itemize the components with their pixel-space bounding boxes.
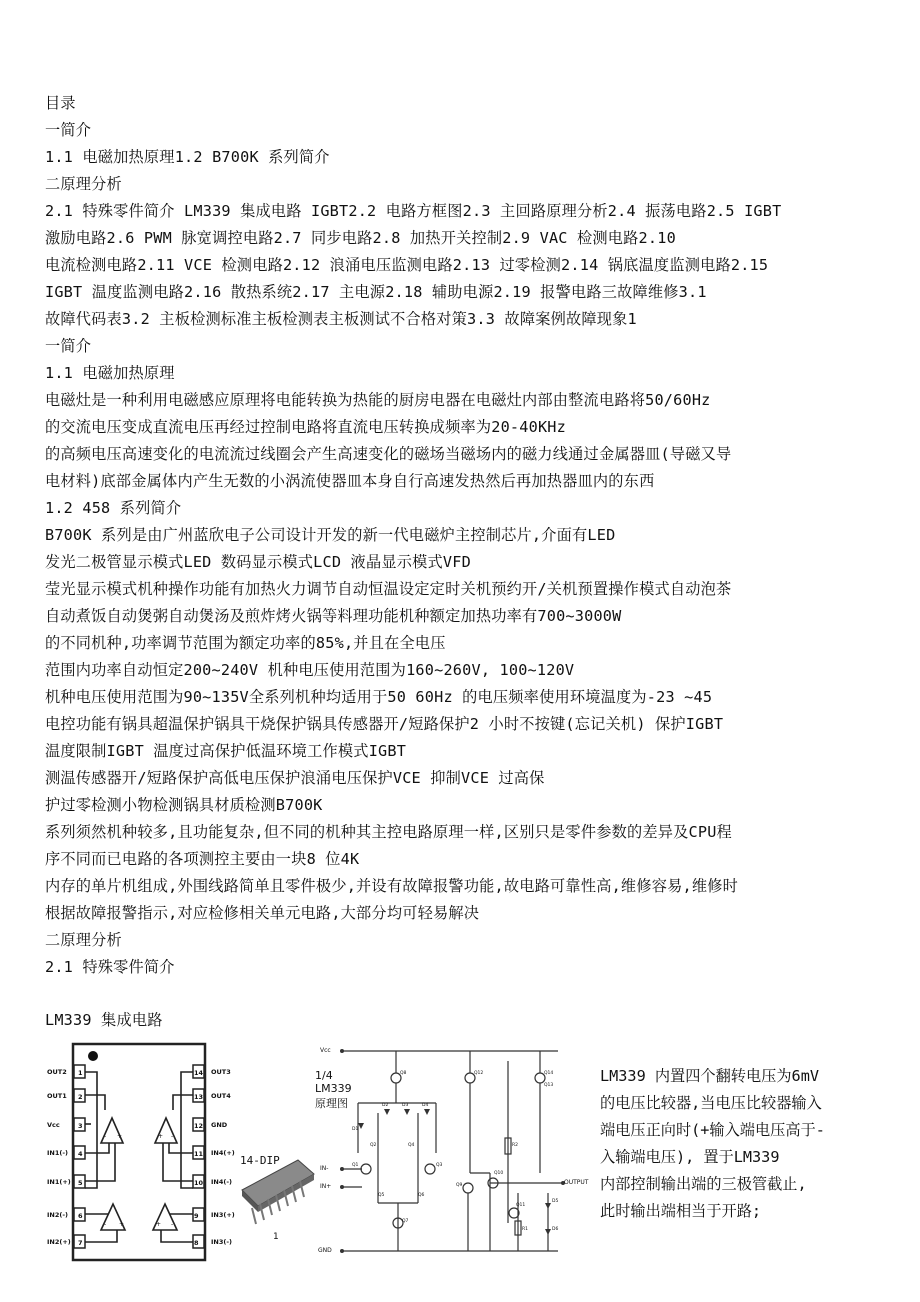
dip-package-illustration	[238, 1150, 318, 1250]
pin-number-right: 12	[194, 1122, 204, 1130]
pin-number-left: 1	[78, 1069, 83, 1077]
pin-label-right: GND	[211, 1121, 228, 1129]
lm339-schematic	[315, 1043, 590, 1263]
pin-number-left: 4	[78, 1150, 83, 1158]
pin-number-right: 10	[194, 1179, 204, 1187]
text-line: 的不同机种,功率调节范围为额定功率的85%,并且在全电压	[45, 634, 446, 652]
text-line: 二原理分析	[45, 175, 122, 193]
description-line: LM339 内置四个翻转电压为6mV	[600, 1067, 819, 1085]
description-line: 内部控制输出端的三极管截止,	[600, 1175, 807, 1193]
in-minus-label: IN-	[320, 1165, 329, 1172]
description-line: 此时输出端相当于开路;	[600, 1202, 762, 1220]
component-label: D5	[552, 1199, 559, 1204]
text-line: 一简介	[45, 337, 92, 355]
text-line: 目录	[45, 94, 76, 112]
text-line: 根据故障报警指示,对应检修相关单元电路,大部分均可轻易解决	[45, 904, 480, 922]
text-line: 发光二极管显示模式LED 数码显示模式LCD 液晶显示模式VFD	[45, 553, 471, 571]
component-label: R1	[522, 1227, 528, 1232]
svg-text:+: +	[158, 1133, 164, 1140]
pin-number-left: 2	[78, 1093, 83, 1101]
svg-text:+: +	[119, 1221, 125, 1228]
component-label: Q3	[436, 1163, 443, 1168]
pin-label-right: OUT4	[211, 1092, 231, 1100]
pin-label-left: IN1(-)	[47, 1149, 69, 1157]
text-line: 2.1 特殊零件简介 LM339 集成电路 IGBT2.2 电路方框图2.3 主回路原理分析2.4 振荡电路2.5 IGBT	[45, 202, 782, 220]
text-line: 温度限制IGBT 温度过高保护低温环境工作模式IGBT	[45, 742, 407, 760]
text-line: 电材料)底部金属体内产生无数的小涡流使器皿本身自行高速发热然后再加热器皿内的东西	[45, 472, 655, 490]
schematic-title-2: LM339	[315, 1082, 352, 1095]
vcc-label: Vcc	[320, 1047, 331, 1054]
pin-number-left: 5	[78, 1179, 83, 1187]
component-label: D3	[402, 1103, 409, 1108]
text-line: 自动煮饭自动煲粥自动煲汤及煎炸烤火锅等料理功能机种额定加热功率有700~3000W	[45, 607, 622, 625]
pin-number-right: 14	[194, 1069, 204, 1077]
text-line: 激励电路2.6 PWM 脉宽调控电路2.7 同步电路2.8 加热开关控制2.9 VAC 检测电路2.10	[45, 229, 676, 247]
pin-label-left: OUT1	[47, 1092, 67, 1100]
pin-label-left: IN2(-)	[47, 1211, 69, 1219]
text-line: 1.1 电磁加热原理1.2 B700K 系列简介	[45, 148, 330, 166]
pin-label-right: IN4(-)	[211, 1178, 233, 1186]
text-line: 测温传感器开/短路保护高低电压保护浪涌电压保护VCE 抑制VCE 过高保	[45, 769, 545, 787]
text-line: 2.1 特殊零件简介	[45, 958, 175, 976]
svg-text:+: +	[156, 1221, 162, 1228]
package-pin-mark: 1	[273, 1232, 279, 1242]
text-line: 莹光显示模式机种操作功能有加热火力调节自动恒温设定定时关机预约开/关机预置操作模式自动泡茶	[45, 580, 732, 598]
svg-text:-: -	[104, 1133, 107, 1140]
component-label: Q12	[474, 1071, 484, 1076]
component-label: Q6	[418, 1193, 425, 1198]
component-label: Q10	[494, 1171, 504, 1176]
pin-number-left: 3	[78, 1122, 83, 1130]
pin-label-left: IN1(+)	[47, 1178, 71, 1186]
text-line: 护过零检测小物检测锅具材质检测B700K	[45, 796, 323, 814]
pin-number-right: 9	[194, 1212, 199, 1220]
text-line: 电流检测电路2.11 VCE 检测电路2.12 浪涌电压监测电路2.13 过零检测2.14 锅底温度监测电路2.15	[45, 256, 769, 274]
pin-label-right: IN4(+)	[211, 1149, 235, 1157]
component-label: D1	[352, 1127, 359, 1132]
text-line: 故障代码表3.2 主板检测标准主板检测表主板测试不合格对策3.3 故障案例故障现象1	[45, 310, 637, 328]
pin-number-right: 13	[194, 1093, 204, 1101]
text-line: 1.1 电磁加热原理	[45, 364, 175, 382]
pin-label-left: IN2(+)	[47, 1238, 71, 1246]
text-line: 内存的单片机组成,外围线路简单且零件极少,并设有故障报警功能,故电路可靠性高,维修容易,维修时	[45, 877, 738, 895]
component-label: Q2	[370, 1143, 377, 1148]
component-label: Q4	[408, 1143, 415, 1148]
component-label: Q1	[352, 1163, 359, 1168]
svg-text:-: -	[104, 1221, 107, 1228]
component-label: Q14	[544, 1071, 554, 1076]
text-line: 二原理分析	[45, 931, 122, 949]
text-line: 1.2 458 系列简介	[45, 499, 182, 517]
text-line: 一简介	[45, 121, 92, 139]
component-label: Q7	[402, 1219, 409, 1224]
pin-label-right: IN3(-)	[211, 1238, 233, 1246]
svg-text:-: -	[171, 1133, 174, 1140]
gnd-label: GND	[318, 1247, 332, 1254]
text-line: 系列须然机种较多,且功能复杂,但不同的机种其主控电路原理一样,区别只是零件参数的差异及CPU程	[45, 823, 732, 841]
text-line: IGBT 温度监测电路2.16 散热系统2.17 主电源2.18 辅助电源2.19 报警电路三故障维修3.1	[45, 283, 707, 301]
text-line: 范围内功率自动恒定200~240V 机种电压使用范围为160~260V, 100~120V	[45, 661, 575, 679]
component-label: Q5	[378, 1193, 385, 1198]
description-line: 入输端电压), 置于LM339	[600, 1148, 780, 1166]
description-line: 的电压比较器,当电压比较器输入	[600, 1094, 822, 1112]
pin-number-left: 6	[78, 1212, 83, 1220]
package-label: 14-DIP	[240, 1154, 280, 1167]
text-line: 电磁灶是一种利用电磁感应原理将电能转换为热能的厨房电器在电磁灶内部由整流电路将50/60Hz	[45, 391, 711, 409]
pin-number-right: 11	[194, 1150, 204, 1158]
pin-label-left: Vcc	[47, 1121, 60, 1129]
text-line: 的高频电压高速变化的电流流过线圈会产生高速变化的磁场当磁场内的磁力线通过金属器皿(导磁又导	[45, 445, 732, 463]
component-label: D2	[382, 1103, 389, 1108]
component-label: D6	[552, 1227, 559, 1232]
text-line: LM339 集成电路	[45, 1011, 163, 1029]
description-line: 端电压正向时(+输入端电压高于-	[600, 1121, 825, 1139]
schematic-title-1: 1/4	[315, 1069, 333, 1082]
text-line: 的交流电压变成直流电压再经过控制电路将直流电压转换成频率为20-40KHz	[45, 418, 566, 436]
schematic-title-3: 原理图	[315, 1097, 348, 1110]
lm339-pinout-diagram	[45, 1038, 235, 1270]
component-label: Q8	[400, 1071, 407, 1076]
output-label: OUTPUT	[564, 1179, 589, 1186]
text-line: 电控功能有锅具超温保护锅具干烧保护锅具传感器开/短路保护2 小时不按键(忘记关机) 保护IGBT	[45, 715, 724, 733]
component-label: Q11	[516, 1203, 526, 1208]
svg-text:-: -	[171, 1221, 174, 1228]
component-label: D4	[422, 1103, 429, 1108]
text-line: 序不同而已电路的各项测控主要由一块8 位4K	[45, 850, 360, 868]
text-line: 机种电压使用范围为90~135V全系列机种均适用于50 60Hz 的电压频率使用环境温度为-23 ~45	[45, 688, 713, 706]
pin-label-left: OUT2	[47, 1068, 67, 1076]
pin-label-right: OUT3	[211, 1068, 231, 1076]
svg-text:+: +	[117, 1133, 123, 1140]
pin-number-left: 7	[78, 1239, 83, 1247]
component-label: Q9	[456, 1183, 463, 1188]
component-label: R2	[512, 1143, 518, 1148]
pin-label-right: IN3(+)	[211, 1211, 235, 1219]
text-line: B700K 系列是由广州蓝欣电子公司设计开发的新一代电磁炉主控制芯片,介面有LED	[45, 526, 616, 544]
pin-number-right: 8	[194, 1239, 199, 1247]
in-plus-label: IN+	[320, 1183, 332, 1190]
component-label: Q13	[544, 1083, 554, 1088]
